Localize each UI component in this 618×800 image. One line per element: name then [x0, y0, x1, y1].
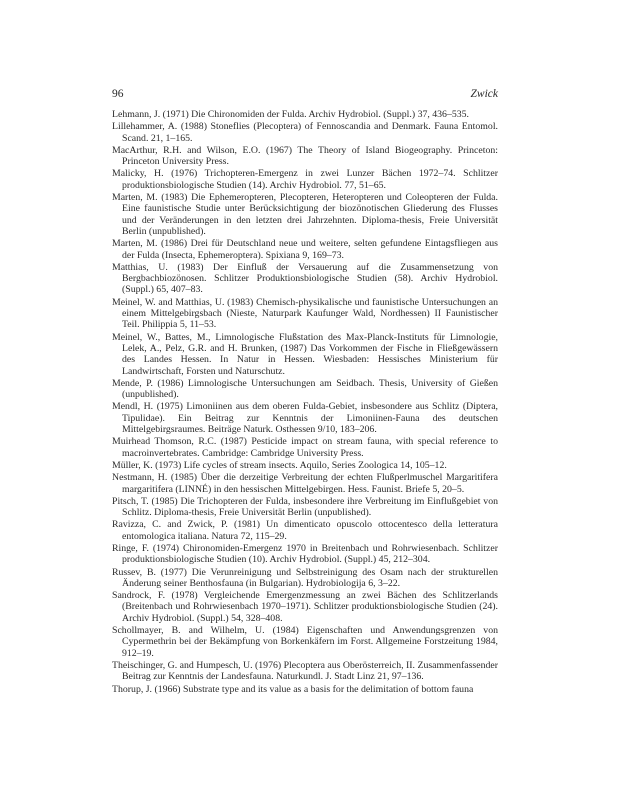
- reference-entry: Muirhead Thomson, R.C. (1987) Pesticide impact on stream fauna, with special reference to macroinvertebrates. Cambridge: Cambridge University Press.: [112, 436, 498, 459]
- reference-entry: Müller, K. (1973) Life cycles of stream insects. Aquilo, Series Zoologica 14, 105–12.: [112, 459, 447, 471]
- reference-entry: Matthias, U. (1983) Der Einfluß der Versauerung auf die Zusammensetzung von Bergbachbiozönosen. Schlitzer Produktionsbiologische Studien (58). Archiv Hydrobiol. (Suppl.) 65, 407–83.: [112, 261, 498, 296]
- reference-entry: Theischinger, G. and Humpesch, U. (1976) Plecoptera aus Oberösterreich, II. Zusammenfassender Beitrag zur Kenntnis der Landesfauna. Naturkundl. J. Stadt Linz 21, 97–136.: [112, 659, 498, 683]
- reference-entry: Marten, M. (1983) Die Ephemeropteren, Plecopteren, Heteropteren und Coleopteren der Fulda. Eine faunistische Studie unter Berücksichtigung der biozönotischen Gliederung des Flusses und der Veränderungen in den letzten drei Jahrzehnten. Diploma-thesis, Freie Universität Berlin (unpublished).: [112, 192, 498, 237]
- reference-entry: Sandrock, F. (1978) Vergleichende Emergenzmessung an zwei Bächen des Schlitzerlands (Breitenbach und Rohrwiesenbach 1970–1971). Schlitzer produktionsbiologische Studien (24). Archiv Hydrobiol. (Suppl.) 54, 328–408.: [112, 590, 498, 624]
- reference-list: [112, 109, 498, 696]
- running-head: Zwick: [470, 88, 498, 100]
- reference-entry: Nestmann, H. (1985) Über die derzeitige Verbreitung der echten Flußperlmuschel Margaritifera margaritifera (LINNÉ) in den hessischen Mittelgebirgen. Hess. Faunist. Briefe 5, 20–5.: [112, 472, 498, 495]
- reference-entry: Pitsch, T. (1985) Die Trichopteren der Fulda, insbesondere ihre Verbreitung im Einflußgebiet von Schlitz. Diploma-thesis, Freie Universität Berlin (unpublished).: [112, 495, 498, 519]
- reference-entry: Ringe, F. (1974) Chironomiden-Emergenz 1970 in Breitenbach und Rohrwiesenbach. Schlitzer produktionsbiologische Studien (10). Archiv Hydrobiol. (Suppl.) 45, 212–304.: [112, 542, 498, 566]
- reference-entry: Lehmann, J. (1971) Die Chironomiden der Fulda. Archiv Hydrobiol. (Suppl.) 37, 436–535.: [112, 109, 469, 120]
- page-header: [112, 88, 498, 104]
- reference-entry: Mendl, H. (1975) Limoniinen aus dem oberen Fulda-Gebiet, insbesondere aus Schlitz (Diptera, Tipulidae). Ein Beitrag zur Kenntnis der Limoniinen-Fauna des deutschen Mittelgebirgsraumes. Beiträge Naturk. Osthessen 9/10, 183–206.: [112, 401, 498, 436]
- reference-entry: Ravizza, C. and Zwick, P. (1981) Un dimenticato opuscolo ottocentesco della letteratura entomologica italiana. Natura 72, 115–29.: [112, 519, 498, 542]
- reference-entry: Mende, P. (1986) Limnologische Untersuchungen am Seidbach. Thesis, University of Gießen (unpublished).: [112, 377, 498, 401]
- reference-entry: MacArthur, R.H. and Wilson, E.O. (1967) The Theory of Island Biogeography. Princeton: Princeton University Press.: [112, 144, 498, 168]
- page-number: 96: [112, 88, 124, 100]
- reference-entry: Marten, M. (1986) Drei für Deutschland neue und weitere, selten gefundene Eintagsfliegen aus der Fulda (Insecta, Ephemeroptera). Spixiana 9, 169–73.: [112, 238, 498, 261]
- reference-entry: Meinel, W., Battes, M., Limnologische Flußstation des Max-Planck-Instituts für Limnologie, Lelek, A., Pelz, G.R. and H. Brunken, (1987) Das Vorkommen der Fische in Fließgewässern des Landes Hessen. In Natur in Hessen. Wiesbaden: Hessisches Ministerium für Landwirtschaft, Forsten und Naturschutz.: [112, 331, 498, 377]
- reference-entry: Meinel, W. and Matthias, U. (1983) Chemisch-physikalische und faunistische Untersuchungen an einem Mittelgebirgsbach (Nieste, Naturpark Kaufunger Wald, Nordhessen) II Faunistischer Teil. Philippia 5, 11–53.: [112, 296, 498, 331]
- reference-entry: Thorup, J. (1966) Substrate type and its value as a basis for the delimitation of bottom fauna: [112, 683, 474, 695]
- reference-entry: Malicky, H. (1976) Trichopteren-Emergenz in zwei Lunzer Bächen 1972–74. Schlitzer produktionsbiologische Studien (14). Archiv Hydrobiol. 77, 51–65.: [112, 168, 498, 191]
- reference-entry: Lillehammer, A. (1988) Stoneflies (Plecoptera) of Fennoscandia and Denmark. Fauna Entomol. Scand. 21, 1–165.: [112, 121, 498, 144]
- reference-entry: Schollmayer, B. and Wilhelm, U. (1984) Eigenschaften und Anwendungsgrenzen von Cypermethrin bei der Bekämpfung von Borkenkäfern im Forst. Allgemeine Forstzeitung 1984, 912–19.: [112, 625, 498, 659]
- reference-entry: Russev, B. (1977) Die Verunreinigung und Selbstreinigung des Osam nach der strukturellen Änderung seiner Benthosfauna (in Bulgarian). Hydrobiologija 6, 3–22.: [112, 566, 498, 589]
